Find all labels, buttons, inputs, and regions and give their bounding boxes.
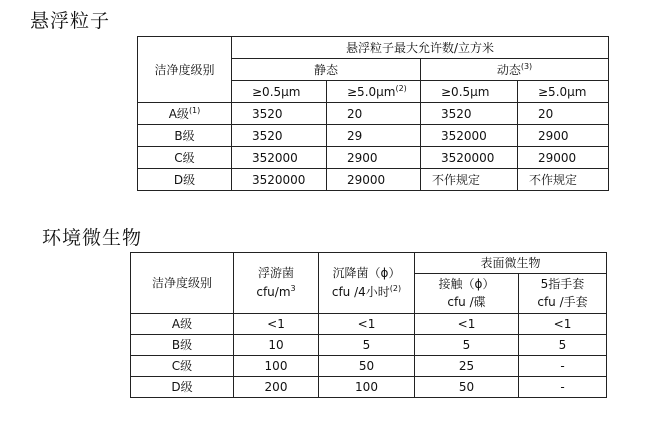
- grade-header: 洁净度级别: [138, 37, 232, 103]
- size-note: (2): [395, 84, 407, 93]
- table-cell: <1: [519, 314, 607, 335]
- grade-cell: B级: [138, 125, 232, 147]
- floating-line1: 浮游菌: [257, 266, 294, 281]
- table-cell: -: [519, 356, 607, 377]
- table-cell: <1: [234, 314, 319, 335]
- glove-line1: 5指手套: [540, 277, 585, 292]
- table-row: [138, 147, 609, 169]
- table-cell: 100: [234, 356, 319, 377]
- table-row: [131, 356, 607, 377]
- table-header-row: [131, 253, 607, 274]
- table-cell: 不作规定: [518, 169, 609, 191]
- table-cell: 25: [415, 356, 519, 377]
- table-cell: 50: [319, 356, 415, 377]
- glove-header: [519, 274, 607, 314]
- glove-line2: cfu /手套: [537, 294, 588, 309]
- size-label: ≥5.0µm: [347, 85, 396, 99]
- contact-header: [415, 274, 519, 314]
- grade-cell: A级: [131, 314, 234, 335]
- table-row: [131, 377, 607, 398]
- grade-cell: D级: [138, 169, 232, 191]
- table-cell: 3520: [232, 125, 327, 147]
- table-cell: <1: [319, 314, 415, 335]
- size-header: ≥5.0µm: [518, 81, 609, 103]
- microbes-section-title: 环境微生物: [42, 227, 143, 249]
- table-cell: 10: [234, 335, 319, 356]
- table-cell: 不作规定: [421, 169, 518, 191]
- table-cell: 5: [519, 335, 607, 356]
- table-cell: 5: [415, 335, 519, 356]
- table-cell: 3520: [232, 103, 327, 125]
- grade-cell: C级: [138, 147, 232, 169]
- contact-line1: 接触（ϕ）: [438, 277, 495, 292]
- table-header-row: [138, 37, 609, 59]
- grade-header: 洁净度级别: [131, 253, 234, 314]
- table-cell: 29000: [327, 169, 421, 191]
- table-cell: 3520: [421, 103, 518, 125]
- dynamic-label: 动态: [496, 63, 521, 77]
- settling-sup: (2): [389, 283, 402, 293]
- table-cell: 2900: [327, 147, 421, 169]
- size-header: ≥0.5µm: [232, 81, 327, 103]
- floating-sup: 3: [290, 283, 296, 293]
- table-cell: 50: [415, 377, 519, 398]
- grade-label: A级: [168, 107, 189, 121]
- settling-line1: 沉降菌（ϕ）: [332, 266, 401, 281]
- settling-line2: cfu /4小时: [331, 284, 390, 299]
- table-row: [131, 314, 607, 335]
- table-cell: <1: [415, 314, 519, 335]
- grade-note: (1): [188, 106, 201, 115]
- grade-cell: C级: [131, 356, 234, 377]
- table-cell: 352000: [232, 147, 327, 169]
- size-header: ≥0.5µm: [421, 81, 518, 103]
- size-header: [327, 81, 421, 103]
- table-cell: 2900: [518, 125, 609, 147]
- table-cell: 3520000: [421, 147, 518, 169]
- floating-line2: cfu/m: [256, 284, 291, 299]
- contact-line2: cfu /碟: [447, 294, 486, 309]
- floating-header: [234, 253, 319, 314]
- table-cell: -: [519, 377, 607, 398]
- surface-header: 表面微生物: [415, 253, 607, 274]
- dynamic-header: [421, 59, 609, 81]
- table-cell: 20: [518, 103, 609, 125]
- grade-cell: [138, 103, 232, 125]
- microbes-table: [130, 252, 607, 398]
- dynamic-note: (3): [520, 62, 533, 71]
- table-cell: 5: [319, 335, 415, 356]
- table-cell: 29: [327, 125, 421, 147]
- particles-table: [137, 36, 609, 191]
- static-header: 静态: [232, 59, 421, 81]
- table-row: [131, 335, 607, 356]
- max-count-header: 悬浮粒子最大允许数/立方米: [232, 37, 609, 59]
- table-row: [138, 125, 609, 147]
- table-cell: 29000: [518, 147, 609, 169]
- particles-section-title: 悬浮粒子: [30, 10, 111, 32]
- grade-cell: D级: [131, 377, 234, 398]
- table-row: [138, 103, 609, 125]
- settling-header: [319, 253, 415, 314]
- grade-cell: B级: [131, 335, 234, 356]
- table-cell: 3520000: [232, 169, 327, 191]
- table-cell: 352000: [421, 125, 518, 147]
- table-cell: 200: [234, 377, 319, 398]
- table-cell: 20: [327, 103, 421, 125]
- table-row: [138, 169, 609, 191]
- table-cell: 100: [319, 377, 415, 398]
